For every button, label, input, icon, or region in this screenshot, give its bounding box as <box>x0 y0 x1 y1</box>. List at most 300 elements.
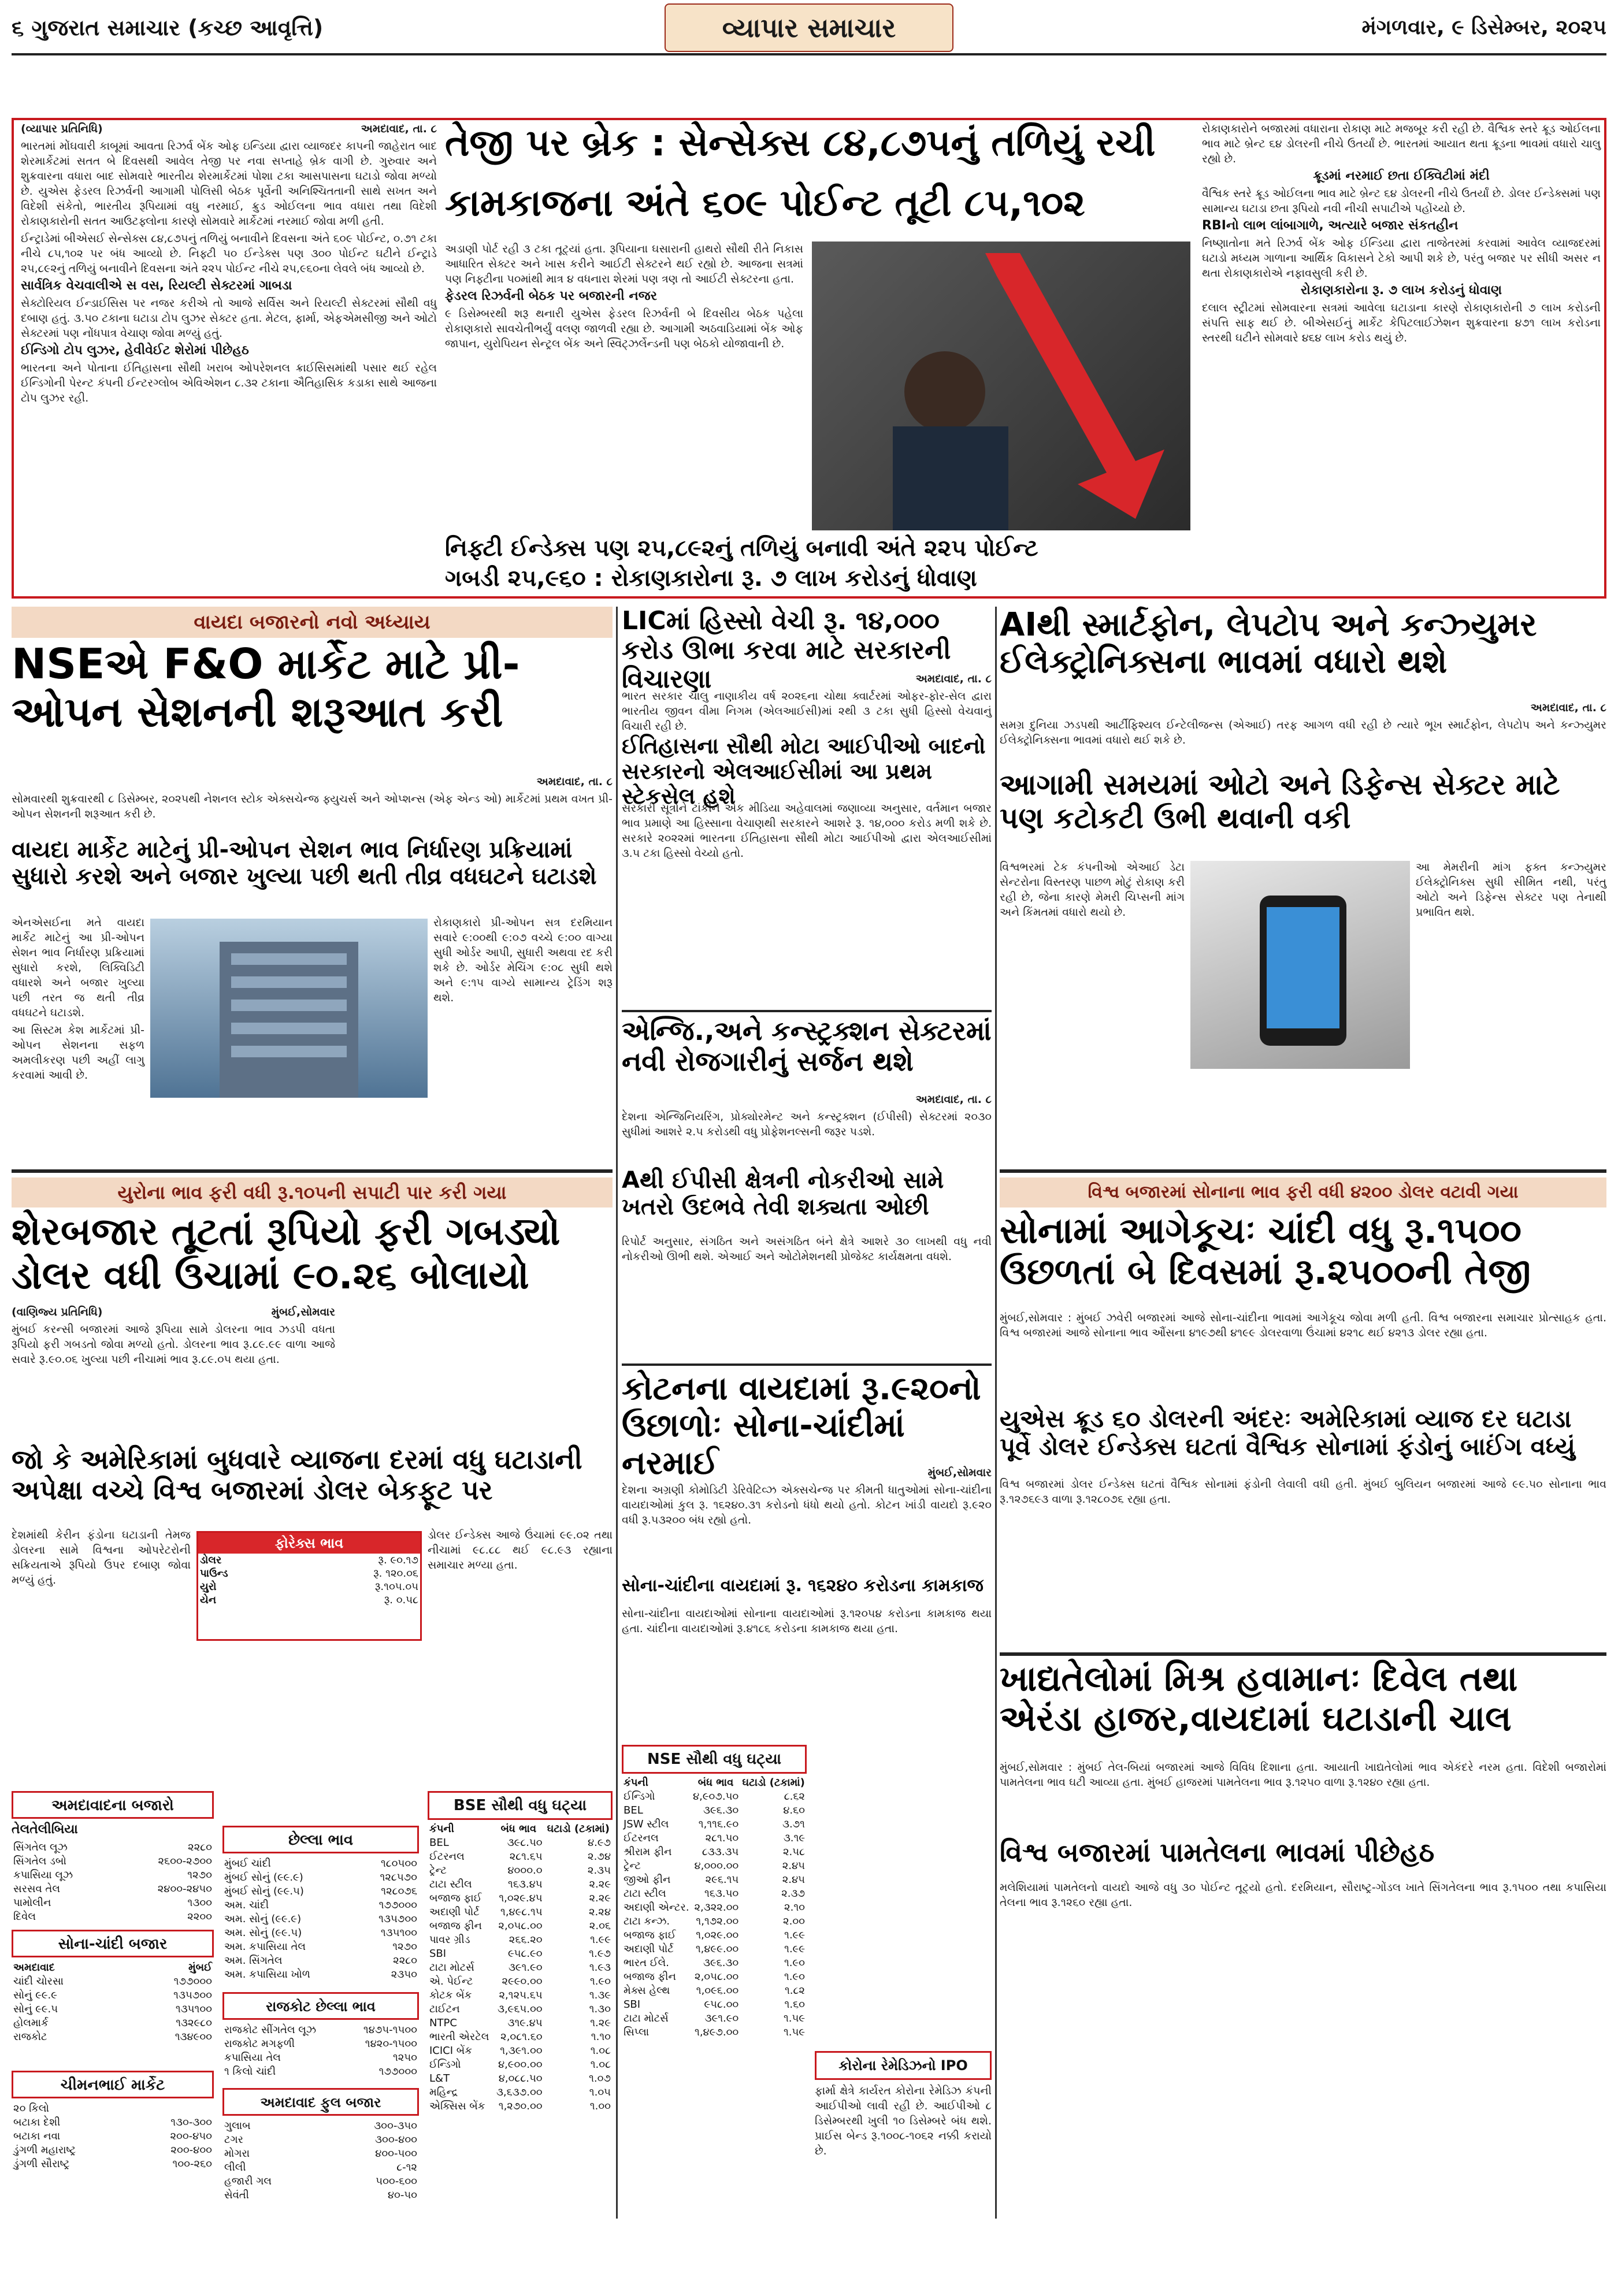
table-cell: ટ્રેન્ટ <box>624 1860 641 1872</box>
paragraph: દેશના એન્જિનિયરિંગ, પ્રોક્યોરમેન્ટ અને કન્સ્ટ્રક્શન (ઈપીસી) સેક્ટરમાં ૨૦૩૦ સુધીમાં આશરે ૨.૫ કરોડથી વધુ પ્રોફેશનલ્સની જરૂર પડશે. <box>622 1110 992 1138</box>
market-cell: ૧૩૨૯૮૦ <box>176 2017 212 2029</box>
market-cell: ૨૪૦૦-૨૪૫૦ <box>157 1883 212 1895</box>
table-cell: ૨.૫૮ <box>782 1846 805 1858</box>
market-cell: ૨૦ કિલો <box>13 2102 50 2115</box>
market-cell: બટાકા નવા <box>13 2130 61 2142</box>
table-cell: ૨.૨૪ <box>588 1906 611 1918</box>
byline: (વ્યાપાર પ્રતિનિધિ) <box>21 122 103 135</box>
market-row <box>222 2065 419 2079</box>
forex-row <box>198 1580 420 1593</box>
table-row <box>622 1901 807 1915</box>
table-cell: ૩૯૬.૩૦ <box>703 1957 739 1969</box>
market-row <box>12 1868 214 1882</box>
market-cell: રાજકોટ મગફળી <box>224 2038 295 2050</box>
table-row <box>622 1804 807 1818</box>
oils-title: તેલતેલીબિયા <box>12 1822 78 1837</box>
market-cell: ૩૦૦-૪૦૦ <box>375 2134 417 2146</box>
market-cell: ૫૦૦-૬૦૦ <box>376 2175 417 2187</box>
table-cell: ૪.૯૭ <box>587 1837 611 1849</box>
market-row <box>222 1885 419 1899</box>
table-cell: ૨,૦૮૧.૬૦ <box>500 2031 543 2043</box>
market-cell: ૪૦-૫૦ <box>387 2189 417 2201</box>
table-row <box>428 1919 613 1933</box>
market-row <box>222 2189 419 2202</box>
table-cell: ૯૫૮.૯૦ <box>508 1948 543 1960</box>
market-cell: ૧૪૭૫-૧૫૦૦ <box>363 2024 417 2036</box>
market-cell: હોલમાર્ક <box>13 2017 49 2029</box>
market-cell: ૧૩૫૭૦૦ <box>378 1913 417 1925</box>
market-row <box>12 1855 214 1868</box>
market-row <box>222 2023 419 2037</box>
flower-list <box>222 2119 419 2206</box>
market-row <box>222 1940 419 1954</box>
dateline: અમદાવાદ, તા. ૮ <box>915 1093 992 1106</box>
lic-headline: LICમાં હિસ્સો વેચી રૂ. ૧૪,૦૦૦ કરોડ ઊભા કરવા માટે સરકારની વિચારણા <box>622 606 951 694</box>
market-row <box>12 2143 214 2157</box>
table-cell: અદાણી પોર્ટ <box>429 1906 480 1918</box>
table-cell: ૨.૪૫ <box>782 1860 805 1872</box>
paragraph: ભારતમાં મોંઘવારી કાબૂમાં આવતા રિઝર્વ બેંક ઓફ ઇન્ડિયા દ્વારા વ્યાજદર કાપની જાહેરાત બાદ શેરમાર્કેટમાં સતત બે દિવસથી આવેલ તેજી પર નવા સપ્તાહે બ્રેક વાગી છે. ગુરુવાર અને શુક્રવારના વધારા બાદ સોમવારે ભારતીય શેરમાર્કેટમાં પોશા ટકા આસપાસના ઘટાડો જોવા મળ્યો છે. યુએસ ફેડરલ રિઝર્વની આગામી પોલિસી બેઠક પૂર્વેની અનિશ્ચિતતાની સાથે સખત અને વિદેશી સંકેતો, ભારતીય રૂપિયામાં વધુ નરમાઈ, ક્રુડ ઓઈલના ભાવ વધારા તથા વિદેશી રોકાણકારોની સતત આઉટફ્લોના કારણે સોમવારે માર્કેટમાં નરમાઈ જોવા મળી હતી. <box>21 140 437 228</box>
market-cell: ૧૮૦૫૦૦ <box>380 1857 417 1870</box>
column-rule <box>616 607 618 2219</box>
flower-market-title: અમદાવાદ ફુલ બજાર <box>222 2088 419 2116</box>
dateline: મુંબઈ,સોમવાર <box>271 1306 335 1318</box>
table-cell: ૧.૦૫ <box>589 2086 611 2098</box>
forex-row <box>198 1554 420 1567</box>
table-row <box>428 1933 613 1947</box>
table-cell: ૨૯૯૦.૦૦ <box>502 1975 543 1987</box>
market-cell: લીલી <box>224 2161 246 2174</box>
section-rule <box>12 1169 613 1173</box>
engg-subheadline: Aથી ઈપીસી ક્ષેત્રની નોકરીઓ સામે ખતરો ઉદભવે તેવી શક્યતા ઓછી <box>622 1167 944 1220</box>
table-cell: BEL <box>624 1804 643 1816</box>
table-row <box>428 2100 613 2113</box>
table-cell: ૧.૯૭ <box>589 1948 611 1960</box>
table-cell: અદાણી એન્ટર. <box>624 1901 689 1914</box>
table-row <box>622 1970 807 1984</box>
table-cell: ૨.૪૫ <box>782 1874 805 1886</box>
paragraph: વૈશ્વિક સ્તરે ક્રૂડ ઓઈલના ભાવ માટે બ્રેન્ટ ૬૪ ડોલરની નીચે ઉતર્યાં છે. ડોલર ઈન્ડેક્સમાં પણ સામાન્ય ઘટાડા છતા રૂપિયો નવી નીચી સપાટીએ પહોંચ્યો છે. <box>1202 187 1601 215</box>
table-cell: JSW સ્ટીલ <box>624 1818 669 1830</box>
gold-kicker: વિશ્વ બજારમાં સોનાના ભાવ ફરી વધી ૪૨૦૦ ડોલર વટાવી ગયા <box>1000 1177 1606 1208</box>
paragraph: ભારત સરકાર ચાલુ નાણાકીય વર્ષ ૨૦૨૬ના ચોથા ક્વાર્ટરમાં ઓફર-ફોર-સેલ દ્વારા ભારતીય જીવન વીમા નિગમ (એલઆઈસી)માં ૨થી ૩ ટકા સુધી હિસ્સો વેચવાનું વિચારી રહી છે. <box>622 690 992 733</box>
market-row <box>12 2130 214 2143</box>
market-cell: સિંગતેલ ડબો <box>13 1855 66 1867</box>
paragraph: અડાણી પોર્ટ રહી ૩ ટકા તૂટ્યાં હતા. રૂપિયાના ઘસારાની હાથરો સૌથી રીતે નિકાસ આધારિત સેક્ટર અને ખાસ કરીને આઈટી સેક્ટરને થઈ રહ્યો છે. આજના સત્રમાં પણ નિફ્ટીના ૫૦માંથી માત્ર ૪ વધનારા શેરમાં પણ ત્રણ તો આઈટી સેક્ટરના હતા. <box>445 243 803 285</box>
subheading: રોકાણકારોના રૂ. ૭ લાખ કરોડનું ધોવાણ <box>1300 283 1502 298</box>
table-cell: ૨.૧૦ <box>784 1901 805 1914</box>
table-cell: ૧.૦૮ <box>590 2045 611 2057</box>
market-cell: ૨૦૦-૪૦૦ <box>170 2144 212 2156</box>
table-cell: ૧.૬૦ <box>784 1998 805 2011</box>
nse-body-col1 <box>12 915 144 1204</box>
table-cell: ૧,૪૯૭.૦૦ <box>695 2026 739 2038</box>
table-cell: ૧,૪૯૮.૧૫ <box>500 1906 543 1918</box>
last-prices-title: છેલ્લા ભાવ <box>222 1826 419 1853</box>
paragraph: મુંબઈ,સોમવાર : મુંબઈ તેલ-બિયાં બજારમાં આજે વિવિધ દિશાના હતા. આયાતી ખાદ્યતેલોમાં ભાવ એકંદરે નરમ હતા. વિદેશી બજારોમાં પામતેલના ભાવ ઘટી આવ્યા હતા. મુંબઈ હાજરમાં પામતેલના ભાવ રૂ.૧૨૫૦ વાળા રૂ.૧૨૪૦ રહ્યા હતા. <box>1000 1761 1606 1789</box>
table-cell: ૧.૯૩ <box>589 1961 611 1974</box>
table-row <box>622 1998 807 2012</box>
forex-cell: રૂ.૧૦૫.૦૫ <box>374 1581 418 1593</box>
forex-cell: રૂ. ૦.૫૮ <box>384 1594 418 1606</box>
table-row <box>428 1961 613 1975</box>
table-cell: સિપ્લા <box>624 2026 650 2038</box>
section-rule <box>1000 1169 1606 1173</box>
market-cell: ૨૬૦૦-૨૭૦૦ <box>158 1855 212 1867</box>
market-cell: ૧૦૦-૨૬૦ <box>172 2158 212 2170</box>
market-cell: ડુંગળી મહારાષ્ટ્ર <box>13 2144 76 2156</box>
table-cell: NTPC <box>429 2017 457 2029</box>
nse-body-col2 <box>433 915 613 1204</box>
paragraph: મુંબઈ,સોમવાર : મુંબઈ ઝવેરી બજારમાં આજે સોના-ચાંદીના ભાવમાં આગેકૂચ જોવા મળી હતી. વિશ્વ બજારના સમાચાર પ્રોત્સાહક હતા. વિશ્વ બજારમાં આજે સોનાના ભાવ ઔંસના ૪૧૯૭થી ૪૧૯૯ ડોલરવાળા ઉંચામાં ૪૨૧૮ થઈ ૪૨૧૩ ડોલર રહ્યા હતા. <box>1000 1312 1606 1339</box>
table-cell: ૪૦૦૦.૦ <box>507 1864 543 1877</box>
market-cell: ૨૩૫૦ <box>391 1968 417 1981</box>
market-cell: અમ. કપાસિયા ખોળ <box>224 1968 310 1981</box>
table-cell: ઈટરનલ <box>429 1851 465 1863</box>
market-row <box>12 1989 214 2003</box>
market-cell: ૧૭૭૦૦૦ <box>378 1899 417 1911</box>
top-story-col2 <box>445 242 803 519</box>
table-row <box>622 2026 807 2039</box>
paragraph: રિપોર્ટ અનુસાર, સંગઠિત અને અસંગઠિત બંને ક્ષેત્રે આશરે ૩૦ લાખથી વધુ નવી નોકરીઓ ઊભી થશે. એઆઈ અને ઓટોમેશનથી પ્રોજેક્ટ કાર્યક્ષમતા વધશે. <box>622 1235 992 1263</box>
paragraph: દલાલ સ્ટ્રીટમાં સોમવારના સત્રમાં આવેલા ઘટાડાના કારણે રોકાણકારોની ૭ લાખ કરોડની સંપત્તિ સાફ થઈ છે. બીએસઈનું માર્કેટ કેપિટલાઈઝેશન શુક્રવારના ૪૭૧ લાખ કરોડના સ્તરથી ઘટીને સોમવારે ૪૬૪ લાખ કરોડ થયું છે. <box>1202 302 1601 344</box>
rajkot-prices-title: રાજકોટ છેલ્લા ભાવ <box>222 1992 419 2020</box>
market-cell: ૧૭૭૦૦૦ <box>378 2065 417 2078</box>
forex-cell: રૂ. ૯૦.૧૭ <box>378 1554 418 1566</box>
table-cell: ૧.૫૯ <box>783 2012 805 2024</box>
forex-row <box>198 1567 420 1580</box>
bse-table <box>428 1822 613 2215</box>
forex-cell: યુરો <box>200 1581 217 1593</box>
market-row <box>222 2161 419 2175</box>
table-row <box>428 1850 613 1864</box>
market-row <box>12 1910 214 1924</box>
table-cell: ટાટા મોટર્સ <box>624 2012 669 2024</box>
paragraph: વિશ્વ બજારમાં ડોલર ઈન્ડેક્સ ઘટતાં વૈશ્વિક સોનામાં ફંડોની લેવાલી વધી હતી. મુંબઈ બુલિયન બજારમાં આજે ૯૯.૫૦ સોનાના ભાવ રૂ.૧૨૭૬૯૩ વાળા રૂ.૧૨૮૦૭૬ રહ્યા હતા. <box>1000 1478 1606 1506</box>
trader-stress-photo <box>812 242 1190 530</box>
edible-subheadline: વિશ્વ બજારમાં પામતેલના ભાવમાં પીછેહઠ <box>1000 1837 1435 1868</box>
table-row <box>428 2003 613 2016</box>
market-row <box>222 2119 419 2133</box>
table-cell: ICICI બેંક <box>429 2045 472 2057</box>
paragraph: રોકાણકારોને બજારમાં વધારાના રોકાણ માટે મજબૂર કરી રહી છે. વૈશ્વિક સ્તરે ક્રૂડ ઓઈલના ભાવ માટે બ્રેન્ટ ૬૪ ડોલરની નીચે ઉતર્યાં છે. ભારતમાં આયાત થતા ક્રૂડના ભાવમાં વધારો ચાલુ રહ્યો છે. <box>1202 122 1601 165</box>
table-row <box>428 2072 613 2086</box>
engg-headline: એન્જિ.,અને કન્સ્ટ્રક્શન સેક્ટરમાં નવી રોજગારીનું સર્જન થશે <box>622 1015 992 1077</box>
table-cell: ટાટા સ્ટીલ <box>624 1888 666 1900</box>
market-cell: રાજકોટ <box>13 2031 47 2043</box>
edible-body <box>1000 1760 1606 1835</box>
nse-table-title: NSE સૌથી વધુ ઘટ્યા <box>622 1745 807 1774</box>
table-cell: ૨૬૬.૨૦ <box>509 1934 543 1946</box>
market-row <box>222 1857 419 1871</box>
table-row <box>428 1878 613 1892</box>
market-cell: રાજકોટ સીંગતેલ લૂઝ <box>224 2024 317 2036</box>
table-cell: ૪.૬૦ <box>783 1804 805 1816</box>
market-cell: ૪૦૦-૫૦૦ <box>375 2148 417 2160</box>
rupee-kicker: યુરોના ભાવ ફરી વધી રૂ.૧૦૫ની સપાટી પાર કરી ગયા <box>12 1177 613 1208</box>
paragraph: દેશના અગ્રણી કોમોડિટી ડેરિવેટિવ્ઝ એક્સચેન્જ પર કીમતી ધાતુઓમાં સોના-ચાંદીના વાયદાઓમાં કુલ રૂ. ૧૬૨૪૦.૩૧ કરોડનો ધંધો થયો હતો. કોટન ખાંડી વાયદો રૂ.૯૨૦ વધી રૂ.૫૩૨૦૦ બંધ રહ્યો હતો. <box>622 1484 992 1526</box>
table-cell: ૮.૬૨ <box>784 1790 805 1803</box>
byline: (વાણિજ્ય પ્રતિનિધિ) <box>12 1306 103 1318</box>
dateline: અમદાવાદ, તા. ૮ <box>1530 701 1606 714</box>
table-cell: ૪,૯૦૭.૫૦ <box>692 1790 739 1803</box>
table-cell: ૧,૧૭૨.૦૦ <box>696 1915 739 1927</box>
market-cell: મુંબઈ ચાંદી <box>224 1857 271 1870</box>
top-subheadline-line1: નિફ્ટી ઈન્ડેક્સ પણ ૨૫,૮૯૨નું તળિયું બનાવી અંતે ૨૨૫ પોઈન્ટ <box>445 535 1038 562</box>
nse-building-photo <box>150 919 428 1098</box>
table-cell: ૧.૦૭ <box>589 2072 611 2085</box>
market-cell: ૧૩૦-૩૦૦ <box>170 2116 212 2128</box>
table-cell: બજાજ ફીન <box>429 1920 482 1932</box>
table-row <box>622 1790 807 1804</box>
table-row <box>622 1818 807 1831</box>
table-cell: ૨,૩૨૨.૦૦ <box>694 1901 739 1914</box>
market-cell: ૨૨૮૦ <box>393 1955 417 1967</box>
table-cell: ૧.૨૯ <box>590 2017 611 2029</box>
table-cell: ૧,૧૧૬.૯૦ <box>698 1818 739 1830</box>
table-cell: ૧૬૩.૪૫ <box>508 1878 543 1890</box>
table-cell: ૧.૯૦ <box>784 1971 805 1983</box>
table-cell: ૧.૦૮ <box>590 2059 611 2071</box>
table-cell: કોટક બેંક <box>429 1989 472 2001</box>
col-header: બંધ ભાવ <box>500 1823 537 1835</box>
table-cell: ઈટરનલ <box>624 1832 659 1844</box>
column-rule <box>995 607 997 2219</box>
spacer <box>1196 121 1200 526</box>
paragraph: ઈન્ટ્રાડેમાં બીએસઈ સેન્સેક્સ ૮૪,૮૭૫નું તળિયું બનાવીને દિવસના અંતે ૬૦૯ પોઈન્ટ, ૦.૭૧ ટકા નીચે ૮૫,૧૦૨ પર બંધ આવ્યો છે. નિફ્ટી ૫૦ ઈન્ડેક્સ પણ ૩૦૦ પોઈન્ટ ઘટીને ઈન્ટ્રાડે ૨૫,૮૯૨નું તળિયું બનાવીને દિવસના અંતે ૨૨૫ પોઈન્ટ નીચે ૨૫,૯૬૦ના લેવલે બંધ આવ્યો છે. <box>21 232 437 275</box>
table-cell: ૨.૦૬ <box>589 1920 611 1932</box>
ai-body-col2 <box>1416 860 1606 1160</box>
table-cell: ટાટા મોટર્સ <box>429 1961 474 1974</box>
paragraph: વિશ્વભરમાં ટેક કંપનીઓ એઆઈ ડેટા સેન્ટરોના વિસ્તરણ પાછળ મોટું રોકાણ કરી રહી છે, જેના કારણે મેમરી ચિપ્સની માંગ અને કિંમતમાં વધારો થયો છે. <box>1000 861 1185 919</box>
market-cell: પામોલીન <box>13 1897 51 1909</box>
table-cell: ૧.૫૯ <box>783 2026 805 2038</box>
market-cell: ડુંગળી સૌરાષ્ટ્ર <box>13 2158 70 2170</box>
dateline: અમદાવાદ, તા. ૮ <box>915 673 992 685</box>
market-cell: ૧૨૮૦૭૬ <box>381 1885 417 1897</box>
table-cell: ૨,૦૫૮.૦૦ <box>695 1971 739 1983</box>
table-cell: બજાજ ફીન <box>624 1971 676 1983</box>
table-row <box>428 1989 613 2003</box>
table-cell: ૩૯૬.૩૦ <box>703 1804 739 1816</box>
gold-silver-list <box>12 1961 214 2065</box>
section-rule <box>622 1010 992 1012</box>
table-cell: એક્સિસ બેંક <box>429 2100 485 2112</box>
market-row <box>12 1882 214 1896</box>
gold-silver-market-title: સોના-ચાંદી બજાર <box>12 1930 214 1957</box>
table-row <box>428 1905 613 1919</box>
ai-headline: AIથી સ્માર્ટફોન, લેપટોપ અને કન્ઝ્યુમર ઈલેક્ટ્રોનિક્સના ભાવમાં વધારો થશે <box>1000 606 1537 681</box>
table-cell: SBI <box>429 1948 447 1960</box>
market-row <box>222 1871 419 1885</box>
table-cell: ૨.૦૦ <box>783 1915 805 1927</box>
forex-box <box>196 1531 422 1641</box>
chimanbhai-market-title: ચીમનભાઈ માર્કેટ <box>12 2071 214 2098</box>
table-cell: ૧,૦૯૬.૦૦ <box>696 1985 739 1997</box>
chimanbhai-list <box>12 2102 214 2200</box>
lic-body <box>622 801 992 1009</box>
paragraph: ૯ ડિસેમ્બરથી શરૂ થનારી યુએસ ફેડરલ રિઝર્વની બે દિવસીય બેઠક પહેલા રોકાણકારો સાવચેતીભર્યું વલણ જાળવી રહ્યા છે. આગામી અઠવાડિયામાં બેંક ઓફ જાપાન, યુરોપિયન સેન્ટ્રલ બેંક અને સ્વિટ્ઝર્લેન્ડની પણ બેઠકો યોજાવાની છે. <box>445 307 803 350</box>
table-cell: SBI <box>624 1998 641 2011</box>
col-header: બંધ ભાવ <box>697 1777 734 1789</box>
table-cell: ૧,૪૯૯.૦૦ <box>695 1943 739 1955</box>
table-cell: મહિન્દ્ર <box>429 2086 458 2098</box>
table-row <box>622 1845 807 1859</box>
issue-date: મંગળવાર, ૯ ડિસેમ્બર, ૨૦૨૫ <box>1361 16 1606 39</box>
oils-list <box>12 1841 214 1927</box>
market-row <box>222 1926 419 1940</box>
col-header: અમદાવાદ <box>13 1961 55 1974</box>
smartphone-icon <box>1190 861 1410 1069</box>
market-cell: સરસવ તેલ <box>13 1883 60 1895</box>
col-header: કંપની <box>429 1823 454 1835</box>
market-cell: ૧૨૭૦ <box>187 1869 212 1881</box>
last-prices-list <box>222 1857 419 1990</box>
market-cell: દિવેલ <box>13 1911 36 1923</box>
market-row <box>12 2003 214 2016</box>
paragraph: આ મેમરીની માંગ ફક્ત કન્ઝ્યુમર ઈલેક્ટ્રોનિક્સ સુધી સીમિત નથી, પરંતુ ઓટો અને ડિફેન્સ સેક્ટર પણ તેનાથી પ્રભાવિત થશે. <box>1416 861 1606 919</box>
corona-ipo-title: કોરોના રેમેડિઝનો IPO <box>815 2051 992 2080</box>
table-row <box>428 1836 613 1850</box>
table-cell: ૪,૦૮૮.૫૦ <box>498 2072 543 2085</box>
col-header: કંપની <box>624 1777 648 1789</box>
table-cell: ૧,૦૨૯.૦૦ <box>696 1929 739 1941</box>
paragraph: નિષ્ણાતોના મતે રિઝર્વ બેંક ઓફ ઈન્ડિયા દ્વારા તાજેતરમાં કરવામાં આવેલ વ્યાજદરમાં ઘટાડો મધ્યમ ગાળાના આર્થિક વિકાસને ટેકો આપી શકે છે, પરંતુ બજાર પર સીધી અસર ન થતા રોકાણકારોએ નફાવસુલી કરી છે. <box>1202 237 1601 280</box>
lic-subheadline: ઈતિહાસના સૌથી મોટા આઈપીઓ બાદનો સરકારનો એલઆઈસીમાં આ પ્રથમ સ્ટેકસેલ હશે <box>622 733 986 809</box>
table-cell: ૧.૯૯ <box>784 1929 805 1941</box>
market-row <box>12 2030 214 2044</box>
header-rule <box>12 53 1606 55</box>
top-story-col1 <box>21 121 437 595</box>
col-header: મુંબઈ <box>188 1961 212 1974</box>
table-cell: ટાટા સ્ટીલ <box>429 1878 472 1890</box>
top-subheadline-line2: ગબડી ૨૫,૯૬૦ : રોકાણકારોના રૂ. ૭ લાખ કરોડનું ધોવાણ <box>445 565 977 592</box>
market-row <box>12 2116 214 2130</box>
table-row <box>428 1892 613 1905</box>
table-cell: ૨૮૧.૬૫ <box>509 1851 543 1863</box>
table-cell: ૩૯૧.૯૦ <box>704 2012 739 2024</box>
paragraph: મલેશિયામાં પામતેલનો વાયદો આજે વધુ ૩૦ પોઈન્ટ તૂટ્યો હતો. દરમિયાન, સૌરાષ્ટ્ર-ગોંડલ ખાતે સિંગતેલના ભાવ રૂ.૧૫૦૦ તથા કપાસિયા તેલના ભાવ રૂ.૧૨૬૦ રહ્યા હતા. <box>1000 1881 1606 1909</box>
market-cell <box>131 2102 214 2116</box>
rupee-subheadline: જો કે અમેરિકામાં બુધવારે વ્યાજના દરમાં વધુ ઘટાડાની અપેક્ષા વચ્ચે વિશ્વ બજારમાં ડોલર બેકફૂટ પર <box>12 1444 582 1506</box>
table-cell: L&T <box>429 2072 450 2085</box>
paragraph: રોકાણકારો પ્રી-ઓપન સત્ર દરમિયાન સવારે ૯:૦૦થી ૯:૦૭ વચ્ચે ૯:૦૦ વાગ્યા સુધી ઓર્ડર આપી, સુધારી અથવા રદ કરી શકે છે. ઓર્ડર મેચિંગ ૯:૦૮ સુધી થશે અને ૯:૧૫ વાગ્યે સામાન્ય ટ્રેડિંગ શરૂ થશે. <box>433 916 613 1004</box>
market-row <box>12 2102 214 2116</box>
market-cell: અમ. કપાસિયા તેલ <box>224 1941 306 1953</box>
table-cell: ૧૬૩.૫૦ <box>704 1888 739 1900</box>
nse-lead <box>12 774 613 832</box>
gold-body <box>1000 1310 1606 1403</box>
market-cell: ૩૦૦-૩૫૦ <box>374 2120 417 2132</box>
top-story-col3 <box>1202 121 1601 532</box>
market-cell: ૧ કિલો ચાંદી <box>224 2065 276 2078</box>
subheading: ફેડરલ રિઝર્વની બેઠક પર બજારની નજર <box>445 289 657 303</box>
table-row <box>428 1864 613 1878</box>
table-cell: ટાટા કન્ઝ. <box>624 1915 670 1927</box>
market-cell: ૧૩૫૭૦૦ <box>173 1989 212 2001</box>
market-cell: ૧૩૪૯૦૦ <box>175 2031 212 2043</box>
engg-body <box>622 1234 992 1361</box>
paragraph: ફાર્મા ક્ષેત્રે કાર્યરત કોરોના રેમેડિઝ કંપની આઈપીઓ લાવી રહી છે. આઈપીઓ ૮ ડિસેમ્બરથી ખુલી ૧૦ ડિસેમ્બરે બંધ થશે. પ્રાઈસ બેન્ડ રૂ.૧૦૦૮-૧૦૬૨ નક્કી કરાયો છે. <box>815 2085 992 2157</box>
paragraph: મુંબઈ કરન્સી બજારમાં આજે રૂપિયા સામે ડોલરના ભાવ ઝડપી વધતા રૂપિયો ફરી ગબડતો જોવા મળ્યો હતો. ડોલરના ભાવ રૂ.૮૯.૯૯ વાળા આજે સવારે રૂ.૯૦.૦૬ ખુલ્યા પછી નીચામાં ભાવ રૂ.૮૯.૦૫ થયા હતા. <box>12 1323 335 1366</box>
table-cell: ૨,૧૨૫.૬૫ <box>499 1989 543 2001</box>
market-row <box>222 2051 419 2065</box>
ai-body-col1 <box>1000 860 1185 1160</box>
gold-subheadline: યુએસ ક્રૂડ ૬૦ ડોલરની અંદરઃ અમેરિકામાં વ્યાજ દર ઘટાડા પૂર્વે ડોલર ઈન્ડેક્સ ઘટતાં વૈશ્વિક સોનામાં ફંડોનું બાઈંગ વધ્યું <box>1000 1405 1575 1461</box>
bse-table-title: BSE સૌથી વધુ ઘટ્યા <box>428 1791 613 1820</box>
subheading: સાર્વત્રિક વેચવાલીએ સ વસ, રિયલ્ટી સેક્ટરમાં ગાબડા <box>21 278 292 293</box>
paragraph: ડોલર ઈન્ડેક્સ આજે ઉંચામાં ૯૯.૦૨ તથા નીચામાં ૯૮.૮૮ થઈ ૯૮.૯૩ રહ્યાના સમાચાર મળ્યા હતા. <box>428 1529 613 1571</box>
market-cell: ૧૩૫૧૦૦ <box>175 2003 212 2015</box>
market-row <box>12 1841 214 1855</box>
table-cell: ૧.૯૯ <box>590 1934 611 1946</box>
forex-row <box>198 1593 420 1607</box>
market-cell: ૧૩૦૦ <box>187 1897 212 1909</box>
table-cell: ૨.૨૯ <box>589 1892 611 1904</box>
table-cell: ૩૯૮.૫૦ <box>507 1837 543 1849</box>
section-title: વ્યાપાર સમાચાર <box>665 3 953 52</box>
paragraph: એનએસઈના મતે વાયદા માર્કેટ માટેનું આ પ્રી-ઓપન સેશન ભાવ નિર્ધારણ પ્રક્રિયામાં સુધારો કરશે, લિક્વિડિટી વધારશે અને બજાર ખુલ્યા પછી તરત જ થતી તીવ્ર વધઘટને ઘટાડશે. <box>12 916 144 1019</box>
market-cell: ૧૨૮૫૭૦ <box>380 1871 417 1883</box>
table-row <box>622 2012 807 2026</box>
nse-headline: NSEએ F&O માર્કેટ માટે પ્રી-ઓપન સેશનની શરૂઆત કરી <box>12 640 520 736</box>
table-row <box>622 1887 807 1901</box>
table-cell: ટાઈટન <box>429 2003 460 2015</box>
market-row <box>222 1899 419 1912</box>
market-cell: કપાસિયા તેલ <box>224 2052 281 2064</box>
table-row <box>622 1831 807 1845</box>
market-row <box>222 2133 419 2147</box>
market-row <box>12 1975 214 1989</box>
paragraph: આ સિસ્ટમ કેશ માર્કેટમાં પ્રી-ઓપન સેશનના સફળ અમલીકરણ પછી અહીં લાગુ કરવામાં આવી છે. <box>12 1024 144 1082</box>
table-cell: ૩.૧૯ <box>783 1832 805 1844</box>
table-cell: ૯૫૮.૦૦ <box>704 1998 739 2011</box>
table-cell: મેક્સ હેલ્થ <box>624 1985 670 1997</box>
table-cell: શ્રીરામ ફીન <box>624 1846 672 1858</box>
top-headline-line1: તેજી પર બ્રેક : સેન્સેક્સ ૮૪,૮૭૫નું તળિયું રચી <box>445 122 1156 165</box>
table-cell: ૧.૩૦ <box>589 2003 611 2015</box>
market-cell: હજારી ગલ <box>224 2175 272 2187</box>
cotton-body <box>622 1465 992 1575</box>
table-cell: ૧.૯૯ <box>784 1943 805 1955</box>
paragraph: સોમવારથી શુક્રવારથી ૮ ડિસેમ્બર, ૨૦૨૫થી નેશનલ સ્ટોક એક્સચેન્જ ફ્યુચર્સ અને ઓપ્શન્સ (એફ એન્ડ ઓ) માર્કેટમાં પ્રથમ વખત પ્રી-ઓપન સેશનની શરૂઆત કરી છે. <box>12 793 613 820</box>
table-cell: ટ્રેન્ટ <box>429 1864 447 1877</box>
table-cell: ઈન્ડિગો <box>624 1790 655 1803</box>
table-cell: ૩૯૧.૯૦ <box>508 1961 543 1974</box>
table-cell: એ. પેઈન્ટ <box>429 1975 473 1987</box>
edible-body2 <box>1000 1880 1606 2053</box>
market-cell: કપાસિયા લૂઝ <box>13 1869 73 1881</box>
table-cell: ૧.૯૦ <box>589 1975 611 1987</box>
ai-lead <box>1000 700 1606 764</box>
edible-headline: ખાદ્યતેલોમાં મિશ્ર હવામાનઃ દિવેલ તથા એરંડા હાજર,વાયદામાં ઘટાડાની ચાલ <box>1000 1659 1518 1739</box>
dateline: મુંબઈ,સોમવાર <box>927 1466 992 1479</box>
ahmedabad-markets-title: અમદાવાદના બજારો <box>12 1791 214 1819</box>
paragraph: દેશમાંથી કેરીન ફંડોના ઘટાડાની તેમજ ડોલરના સામે વિશ્વના ઓપરેટરોની સક્રિયતાએ રૂપિયો ઉપર દબાણ જોવા મળ્યું હતું. <box>12 1529 191 1587</box>
paragraph: સોના-ચાંદીના વાયદાઓમાં સોનાના વાયદાઓમાં રૂ.૧૨૦૫૪ કરોડના કામકાજ થયા હતા. ચાંદીના વાયદાઓમાં રૂ.૪૧૮૬ કરોડના કામકાજ થયા હતા. <box>622 1607 992 1635</box>
market-cell: અમ. સોનું (૯૯.૫) <box>224 1927 302 1939</box>
table-cell: ભારત ઈલે. <box>624 1957 669 1969</box>
cotton-headline: કોટનના વાયદામાં રૂ.૯૨૦નો ઉછાળોઃ સોના-ચાંદીમાં નરમાઈ <box>622 1370 981 1482</box>
table-cell: ૩.૭૧ <box>782 1818 805 1830</box>
market-cell: સિંગતેલ લૂઝ <box>13 1841 68 1853</box>
table-cell: ૩,૬૩૭.૦૦ <box>496 2086 543 2098</box>
market-cell: સોનું ૯૯.૫ <box>13 2003 58 2015</box>
falling-arrow-icon <box>812 242 1190 530</box>
market-cell: મોગરા <box>224 2148 250 2160</box>
market-row <box>12 1896 214 1910</box>
nse-subheadline: વાયદા માર્કેટ માટેનું પ્રી-ઓપન સેશન ભાવ નિર્ધારણ પ્રક્રિયામાં સુધારો કરશે અને બજાર ખુલ્યા પછી થતી તીવ્ર વધઘટને ઘટાડશે <box>12 837 597 890</box>
